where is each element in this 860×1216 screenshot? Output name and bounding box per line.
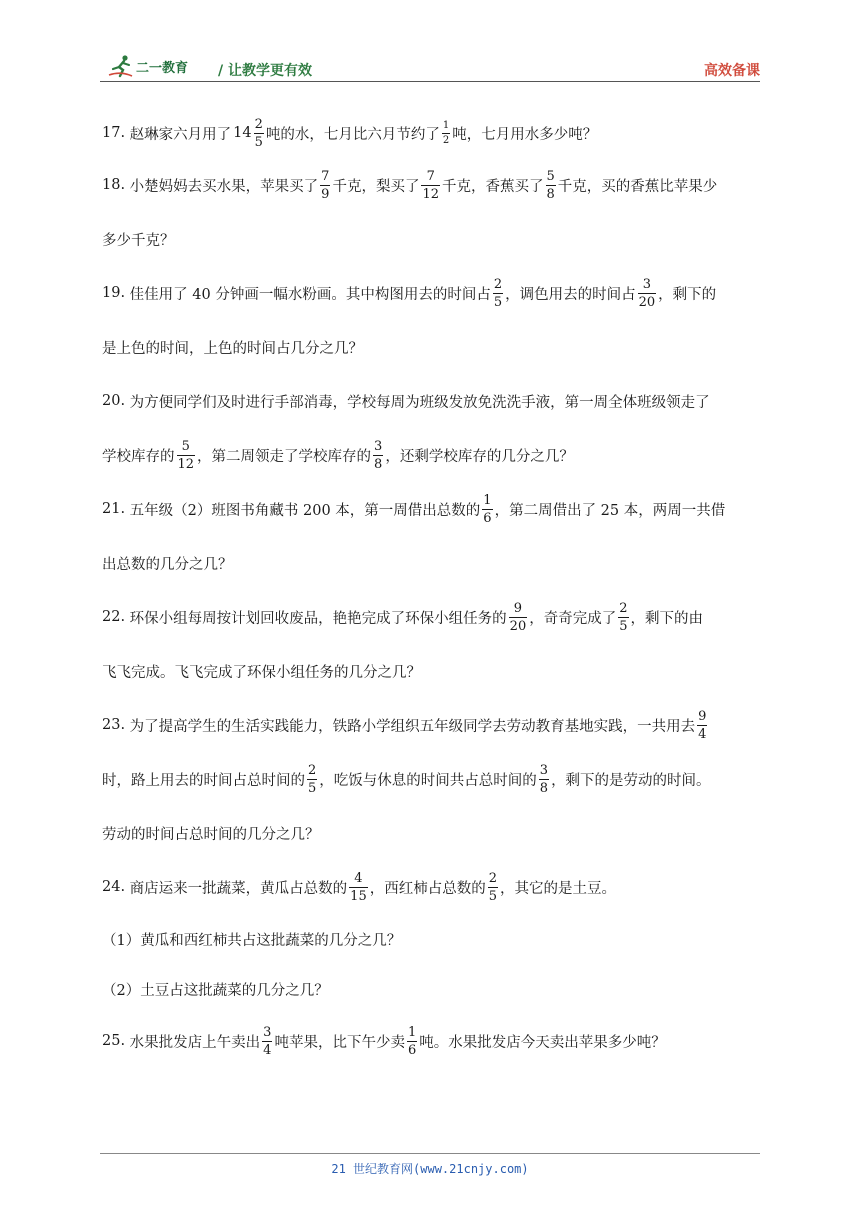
footer-divider xyxy=(100,1153,760,1154)
problem-23 xyxy=(102,698,762,752)
problem-text: ，吃饭与休息的时间共占总时间的 xyxy=(319,772,537,789)
mixed-number-whole: 14 xyxy=(233,125,252,141)
fraction: $\frac{1}{6}$ xyxy=(483,492,492,526)
fraction: $\frac{9}{4}$ xyxy=(698,708,707,742)
problem-text: 多少千克？ xyxy=(102,232,175,249)
sub-question: （2）土豆占这批蔬菜的几分之几？ xyxy=(102,982,329,999)
fraction: $\frac{2}{5}$ xyxy=(619,600,628,634)
header-slogan: / 让教学更有效 xyxy=(218,63,312,79)
problem-18-cont xyxy=(102,212,762,266)
fraction: $\frac{3}{20}$ xyxy=(638,276,656,310)
problem-text: ，第二周领走了学校库存的 xyxy=(197,448,372,465)
fraction: $\frac{5}{8}$ xyxy=(546,168,555,202)
problem-list xyxy=(102,108,762,1068)
problem-24-sub1 xyxy=(102,914,762,964)
problem-22-cont xyxy=(102,644,762,698)
problem-23-cont2 xyxy=(102,806,762,860)
problem-number: 21. xyxy=(102,501,126,517)
problem-number: 25. xyxy=(102,1033,126,1049)
header-brand: 高效备课 xyxy=(704,63,760,79)
problem-21 xyxy=(102,482,762,536)
problem-number: 24. xyxy=(102,879,126,895)
problem-text: 环保小组每周按计划回收废品，艳艳完成了环保小组任务的 xyxy=(129,610,507,627)
sub-question: （1）黄瓜和西红柿共占这批蔬菜的几分之几？ xyxy=(102,932,402,949)
problem-text: 时，路上用去的时间占总时间的 xyxy=(102,772,305,789)
problem-text: 千克，买的香蕉比苹果少 xyxy=(557,178,718,195)
problem-text: 吨的水，七月比六月节约了 xyxy=(265,126,440,143)
problem-text: 学校库存的 xyxy=(102,448,175,465)
problem-text: 五年级（2）班图书角藏书 200 本，第一周借出总数的 xyxy=(129,502,481,519)
problem-number: 20. xyxy=(102,393,126,409)
problem-text: 吨苹果，比下午少卖 xyxy=(274,1034,405,1051)
problem-text: 为方便同学们及时进行手部消毒，学校每周为班级发放免洗洗手液，第一周全体班级领走了 xyxy=(129,394,710,411)
problem-20 xyxy=(102,374,762,428)
fraction: $\frac{2}{5}$ xyxy=(308,762,317,796)
problem-18 xyxy=(102,158,762,212)
fraction: $\frac{1}{6}$ xyxy=(407,1024,417,1058)
problem-19 xyxy=(102,266,762,320)
problem-24-sub2 xyxy=(102,964,762,1014)
problem-text: ，调色用去的时间占 xyxy=(505,286,636,303)
fraction: $\frac{2}{5}$ xyxy=(488,870,497,904)
problem-text: ，奇奇完成了 xyxy=(529,610,617,627)
problem-text: 千克，梨买了 xyxy=(332,178,420,195)
fraction: $\frac{9}{20}$ xyxy=(509,600,527,634)
fraction: $\frac{5}{12}$ xyxy=(177,438,195,472)
problem-text: 吨。水果批发店今天卖出苹果多少吨？ xyxy=(419,1034,666,1051)
fraction: $\frac{7}{12}$ xyxy=(422,168,439,202)
problem-text: ，还剩学校库存的几分之几？ xyxy=(385,448,574,465)
logo xyxy=(108,54,188,78)
problem-19-cont xyxy=(102,320,762,374)
problem-text: ，其它的是土豆。 xyxy=(500,880,616,897)
fraction: $\frac{7}{9}$ xyxy=(321,168,330,202)
logo-text: 二一教育 xyxy=(136,60,189,76)
problem-21-cont xyxy=(102,536,762,590)
problem-text: 小楚妈妈去买水果，苹果买了 xyxy=(129,178,319,195)
fraction: $\frac{4}{15}$ xyxy=(350,870,367,904)
problem-text: 劳动的时间占总时间的几分之几？ xyxy=(102,826,320,843)
fraction: $\frac{2}{5}$ xyxy=(254,116,263,150)
problem-text: 水果批发店上午卖出 xyxy=(129,1034,261,1051)
problem-number: 17. xyxy=(102,125,126,141)
problem-number: 18. xyxy=(102,177,126,193)
fraction: $\frac{1}{2}$ xyxy=(442,119,450,146)
problem-number: 23. xyxy=(102,717,126,733)
fraction: $\frac{2}{5}$ xyxy=(493,276,503,310)
problem-25 xyxy=(102,1014,762,1068)
problem-text: 飞飞完成。飞飞完成了环保小组任务的几分之几？ xyxy=(102,664,421,681)
problem-text: 为了提高学生的生活实践能力，铁路小学组织五年级同学去劳动教育基地实践，一共用去 xyxy=(129,718,696,735)
fraction: $\frac{3}{8}$ xyxy=(374,438,383,472)
problem-text: 佳佳用了 40 分钟画一幅水粉画。其中构图用去的时间占 xyxy=(129,286,491,303)
problem-text: 千克，香蕉买了 xyxy=(442,178,544,195)
problem-text: ，西红柿占总数的 xyxy=(369,880,486,897)
problem-number: 22. xyxy=(102,609,126,625)
problem-text: 出总数的几分之几？ xyxy=(102,556,233,573)
problem-24 xyxy=(102,860,762,914)
problem-23-cont xyxy=(102,752,762,806)
problem-text: ，第二周借出了 25 本，两周一共借 xyxy=(494,502,726,519)
problem-text: ，剩下的由 xyxy=(630,610,703,627)
running-figure-icon xyxy=(108,54,134,78)
problem-17 xyxy=(102,108,762,158)
problem-20-cont xyxy=(102,428,762,482)
problem-number: 19. xyxy=(102,285,126,301)
problem-text: 是上色的时间，上色的时间占几分之几？ xyxy=(102,340,363,357)
header-divider xyxy=(100,81,760,82)
problem-22 xyxy=(102,590,762,644)
problem-text: 吨，七月用水多少吨？ xyxy=(452,126,598,143)
problem-text: ，剩下的 xyxy=(658,286,717,303)
footer-link[interactable]: 21 世纪教育网(www.21cnjy.com) xyxy=(331,1162,529,1176)
problem-text: 赵琳家六月用了 xyxy=(129,126,232,143)
fraction: $\frac{3}{4}$ xyxy=(263,1024,272,1058)
problem-text: ，剩下的是劳动的时间。 xyxy=(551,772,711,789)
page-header xyxy=(100,50,760,84)
problem-text: 商店运来一批蔬菜，黄瓜占总数的 xyxy=(129,880,348,897)
fraction: $\frac{3}{8}$ xyxy=(539,762,549,796)
